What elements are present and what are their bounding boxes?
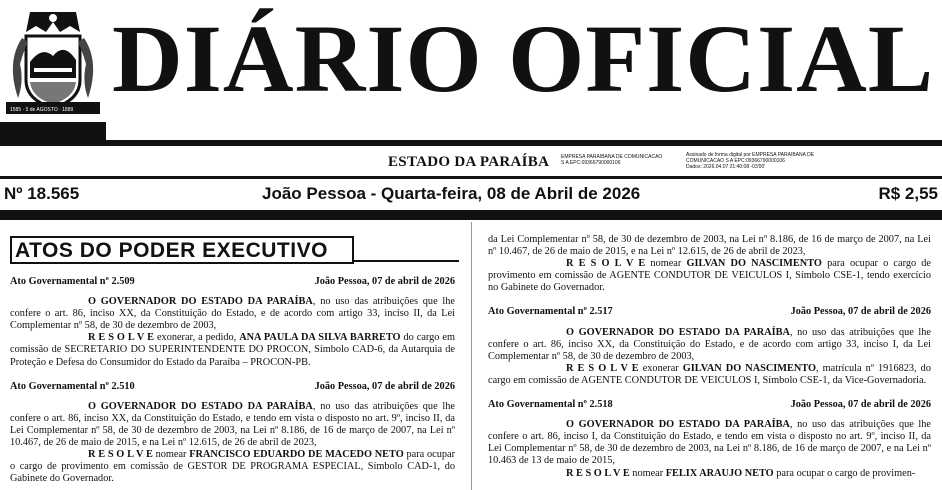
act-number: Ato Governamental nº 2.510 <box>10 380 135 392</box>
resolve-label: R E S O L V E <box>566 362 639 374</box>
resolve-label: R E S O L V E <box>88 449 153 461</box>
signer-block <box>561 154 662 166</box>
svg-text:1585 · 5 de AGOSTO · 1889: 1585 · 5 de AGOSTO · 1889 <box>10 107 74 113</box>
info-bottom-rule <box>0 210 942 220</box>
issue-number: Nº 18.565 <box>4 184 80 203</box>
person-name: FELIX ARAUJO NETO <box>665 467 774 479</box>
resolution-text: nomear <box>629 467 666 479</box>
act-date: João Pessoa, 07 de abril de 2026 <box>790 399 931 411</box>
act-resolution <box>10 449 455 485</box>
person-name: GILVAN DO NASCIMENTO <box>682 362 817 374</box>
section-title-box <box>10 236 354 264</box>
governor-title: O GOVERNADOR DO ESTADO DA PARAÍBA <box>566 419 790 431</box>
resolution-text: nomear <box>152 449 190 461</box>
issue-price: R$ 2,55 <box>878 184 938 203</box>
resolution-text: para ocupar o cargo de provimento em comissão de GESTOR DE PROGRAMA ESPECIAL, Símbolo CAD-1, do Gabinete do Governador. <box>10 449 455 485</box>
left-column <box>10 222 455 485</box>
section-title: ATOS DO PODER EXECUTIVO <box>15 239 328 262</box>
column-divider <box>471 222 472 490</box>
resolution-text: exonerar, a pedido, <box>154 332 240 344</box>
right-column <box>488 222 931 480</box>
info-top-rule <box>0 176 942 179</box>
act-number: Ato Governamental nº 2.509 <box>10 276 135 287</box>
state-name: ESTADO DA PARAÍBA <box>388 154 550 170</box>
signature-line: Dados: 2026.04.07 21:40:08 -03'00' <box>686 164 766 170</box>
act-resolution <box>488 468 931 480</box>
governor-title: O GOVERNADOR DO ESTADO DA PARAÍBA <box>566 326 790 338</box>
person-name: GILVAN DO NASCIMENTO <box>686 258 822 270</box>
governor-title: O GOVERNADOR DO ESTADO DA PARAÍBA <box>88 296 313 308</box>
signature-line: COMUNICACAO S A EPC:09366790000106 <box>686 158 785 164</box>
issue-date: João Pessoa - Quarta-feira, 08 de Abril de 2026 <box>262 184 641 203</box>
act-header <box>10 381 455 393</box>
act-date: João Pessoa, 07 de abril de 2026 <box>790 306 931 318</box>
issue-info-bar <box>0 182 942 208</box>
resolve-label: R E S O L V E <box>566 467 630 479</box>
newspaper-title: DIÁRIO OFICIAL <box>112 5 935 112</box>
person-name: FRANCISCO EDUARDO DE MACEDO NETO <box>189 449 404 461</box>
act-resolution <box>488 258 931 294</box>
act-date: João Pessoa, 07 de abril de 2026 <box>314 276 455 287</box>
signature-line: Assinado de forma digital por EMPRESA PARAIBANA DE <box>686 152 815 158</box>
digital-signature-block <box>686 152 814 170</box>
act-resolution <box>10 332 455 368</box>
signer-line: EMPRESA PARAIBANA DE COMUNICACAO <box>561 154 663 160</box>
resolution-text: exonerar <box>638 362 683 374</box>
act-number: Ato Governamental nº 2.517 <box>488 306 613 318</box>
person-name: ANA PAULA DA SILVA BARRETO <box>239 332 401 344</box>
masthead <box>0 0 942 170</box>
paraiba-coat-of-arms-icon <box>0 2 106 120</box>
act-header <box>488 399 931 411</box>
signer-line: S A EPC:09366790000106 <box>561 160 621 166</box>
act-header <box>488 306 931 318</box>
governor-title: O GOVERNADOR DO ESTADO DA PARAÍBA <box>88 400 313 412</box>
act-date: João Pessoa, 07 de abril de 2026 <box>314 380 455 392</box>
act-resolution <box>488 363 931 387</box>
preamble-text: , no uso das atribuições que lhe confere o art. 86, inciso XX, da Constituição do Estado, e de acordo com artigo 33, inciso II, da Lei Complementar nº 58, de 30 de dezembro de 2003, <box>10 296 456 332</box>
masthead-rule <box>106 140 942 146</box>
act-preamble <box>488 419 931 467</box>
resolve-label: R E S O L V E <box>566 258 646 270</box>
act-preamble <box>10 296 455 332</box>
masthead-black-bar <box>0 122 106 146</box>
act-preamble <box>10 401 455 449</box>
act-header <box>10 276 455 288</box>
resolution-text: , matrícula nº 1916823, do cargo em comissão de AGENTE CONDUTOR DE VEICULOS I, Símbolo CSE-1, da Vice-Governadoria. <box>488 362 931 386</box>
resolution-text: do cargo em comissão de SECRETARIO DO SUPERINTENDENTE DO PROCON, Símbolo CAD-6, da Autarquia de Proteção e Defesa do Consumidor do Estado da Paraíba – PROCON-PB. <box>10 332 455 368</box>
resolution-text: para ocupar o cargo de provimen- <box>773 467 916 479</box>
resolution-text: para ocupar o cargo de provimento em comissão de AGENTE CONDUTOR DE VEICULOS I, Símbolo CSE-1, tendo exercício no Gabinete do Governador. <box>488 258 931 294</box>
resolution-text: nomear <box>645 258 687 270</box>
preamble-text: , no uso das atribuições que lhe confere o art. 86, inciso XX, da Constituição do Estado, e tendo em vista o disposto no art. 9º, inciso II, da Lei Complementar nº 58, de 30 de dezembro de 2003, na Lei nº 8.186, de 16 de março de 2007, na Lei nº 10.467, de 26 de maio de 2015, e na Lei nº 12.615, de 26 de abril de 2023, <box>10 400 456 449</box>
act-number: Ato Governamental nº 2.518 <box>488 399 613 411</box>
preamble-text: , no uso das atribuições que lhe confere o art. 86, inciso XX, da Constituição do Estado, e de acordo com artigo 33, inciso I, da Lei Complementar nº 58, de 30 de dezembro de 2003, <box>488 326 931 362</box>
continued-text: da Lei Complementar nº 58, de 30 de dezembro de 2003, na Lei nº 8.186, de 16 de março de 2007, na Lei nº 10.467, de 26 de maio de 2015, e na Lei nº 12.615, de 26 de abril de 2023, <box>488 234 931 258</box>
act-preamble <box>488 327 931 363</box>
section-title-rule <box>354 260 459 262</box>
preamble-text: , no uso das atribuições que lhe confere o art. 86, inciso I, da Constituição do Estado, e tendo em vista o disposto no art. 9º, inciso II, da Lei Complementar nº 58, de 30 de dezembro de 2003, na Lei nº 8.186, de 16 de março de 2007, e na Lei nº 10.463 de 13 de maio de 2015, <box>488 419 931 467</box>
resolve-label: R E S O L V E <box>88 332 155 344</box>
